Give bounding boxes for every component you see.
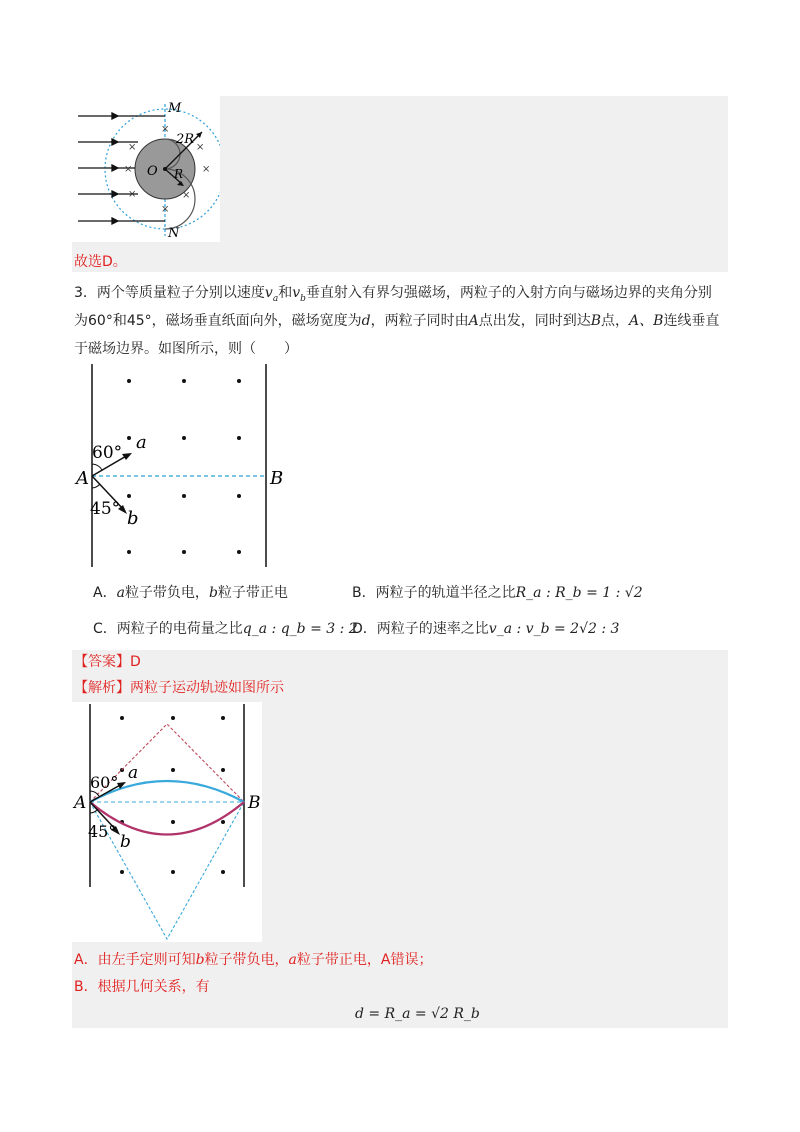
label-A: A — [76, 468, 89, 489]
label-b: b — [127, 508, 139, 529]
figure-1-svg — [72, 96, 220, 242]
field-dots — [120, 716, 225, 874]
conclusion-text: 故选D。 — [74, 254, 127, 270]
svg-text:×: × — [161, 204, 170, 215]
label-N: N — [168, 226, 180, 241]
svg-text:×: × — [182, 190, 191, 201]
figure-3-svg — [72, 702, 262, 942]
analysis-equation: d = R_a = √2 R_b — [355, 1006, 480, 1022]
svg-text:×: × — [128, 189, 137, 200]
analysis-A: A．由左手定则可知b粒子带负电，a粒子带正电，A错误； — [74, 952, 433, 968]
label-b: b — [120, 832, 131, 852]
question-line-2: 为60°和45°，磁场垂直纸面向外，磁场宽度为d，两粒子同时由A点出发，同时到达B点，A、B连线垂直 — [74, 313, 720, 329]
analysis-line: 【解析】两粒子运动轨迹如图所示 — [74, 680, 284, 696]
option-B-formula: R_a : R_b = 1 : √2 — [515, 585, 643, 601]
svg-text:×: × — [161, 124, 170, 135]
option-D[interactable]: D．两粒子的速率之比v_a : v_b = 2√2 : 3 — [352, 621, 620, 637]
figure-1 — [72, 96, 220, 242]
label-45: 45° — [90, 499, 121, 519]
label-A: A — [74, 793, 87, 813]
svg-text:×: × — [196, 142, 205, 153]
label-B: B — [248, 793, 261, 813]
label-45: 45° — [88, 822, 117, 841]
question-line-3: 于磁场边界。如图所示，则（ ） — [74, 341, 298, 357]
label-2R: 2R — [176, 132, 195, 147]
label-60: 60° — [92, 443, 123, 463]
answer-line: 【答案】D — [74, 654, 141, 670]
analysis-B: B．根据几何关系，有 — [74, 979, 210, 995]
label-M: M — [168, 101, 182, 116]
figure-3 — [72, 702, 262, 942]
svg-text:×: × — [124, 164, 133, 175]
svg-text:×: × — [128, 142, 137, 153]
label-a: a — [136, 432, 147, 453]
figure-2 — [72, 362, 292, 572]
label-60: 60° — [90, 773, 119, 792]
option-A[interactable]: A．a粒子带负电，b粒子带正电 — [93, 585, 288, 601]
option-D-formula: v_a : v_b = 2√2 : 3 — [488, 621, 620, 637]
option-C[interactable]: C．两粒子的电荷量之比q_a : q_b = 3 : 2 — [93, 621, 358, 637]
label-O: O — [147, 164, 158, 179]
label-R: R — [174, 167, 184, 181]
label-B: B — [270, 468, 284, 489]
option-B[interactable]: B．两粒子的轨道半径之比R_a : R_b = 1 : √2 — [352, 585, 643, 601]
option-C-formula: q_a : q_b = 3 : 2 — [242, 621, 358, 637]
question-line-1: 3．两个等质量粒子分别以速度$v_a$和$v_b$垂直射入有界匀强磁场，两粒子的入射方向与磁场边界的夹角分别 — [74, 285, 712, 304]
figure-2-svg — [72, 362, 292, 572]
svg-text:×: × — [202, 164, 211, 175]
field-dots — [127, 379, 241, 554]
label-a: a — [128, 763, 139, 783]
